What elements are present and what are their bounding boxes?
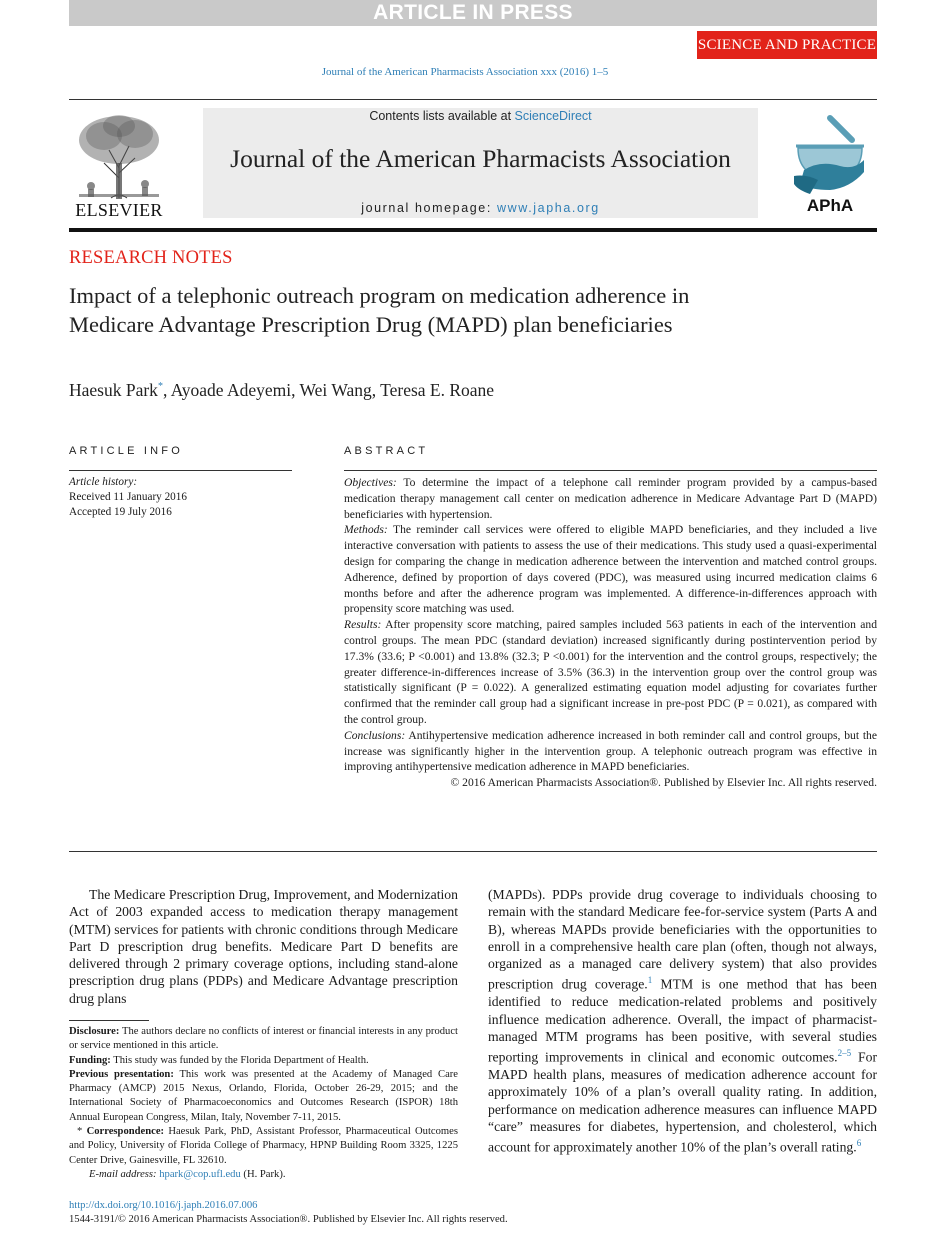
author-rest[interactable]: , Ayoade Adeyemi, Wei Wang, Teresa E. Roane bbox=[162, 380, 495, 400]
article-title: Impact of a telephonic outreach program on medication adherence in Medicare Advantage Prescription Drug (MAPD) plan beneficiaries bbox=[69, 283, 690, 337]
doi-link[interactable]: http://dx.doi.org/10.1016/j.japh.2016.07.006 bbox=[69, 1200, 258, 1211]
author-list bbox=[69, 380, 494, 401]
funding-text: This study was funded by the Florida Department of Health. bbox=[110, 1054, 369, 1066]
footnote-presentation bbox=[69, 1068, 458, 1125]
abstract-bottom-divider bbox=[69, 851, 877, 852]
article-info-heading: ARTICLE INFO bbox=[69, 445, 183, 457]
conclusions-text: Antihypertensive medication adherence increased in both reminder call and control groups, but the increase was significantly higher in the intervention group. A telephonic outreach program was effective in improving antihypertensive medication adherence in MAPD beneficiaries. bbox=[344, 728, 877, 774]
journal-title: Journal of the American Pharmacists Association bbox=[230, 144, 731, 173]
history-label: Article history: bbox=[69, 476, 138, 488]
issn-copyright-line: 1544-3191/© 2016 American Pharmacists Association®. Published by Elsevier Inc. All rights reserved. bbox=[69, 1214, 508, 1225]
methods-label: Methods: bbox=[344, 523, 388, 537]
article-info-divider bbox=[69, 470, 292, 471]
journal-homepage bbox=[203, 201, 758, 215]
presentation-label: Previous presentation: bbox=[69, 1068, 174, 1080]
results-label: Results: bbox=[344, 618, 382, 632]
accepted-date: Accepted 19 July 2016 bbox=[69, 506, 172, 518]
section-badge: SCIENCE AND PRACTICE bbox=[697, 31, 877, 59]
footnote-disclosure bbox=[69, 1025, 458, 1054]
reference-link-2-5[interactable]: 2–5 bbox=[837, 1048, 852, 1059]
abstract-objectives bbox=[344, 475, 877, 522]
abstract-copyright: © 2016 American Pharmacists Association®. Published by Elsevier Inc. All rights reserved. bbox=[450, 776, 877, 790]
body-column-left: The Medicare Prescription Drug, Improvement, and Modernization Act of 2003 expanded access to medication therapy management (MTM) services for patients with chronic conditions through Medicare Part D prescription drug benefits. Medicare Part D benefits are delivered through 2 primary coverage options, including stand-alone prescription drug plans (PDPs) and Medicare Advantage prescription drug plans bbox=[69, 887, 458, 1006]
section-label: RESEARCH NOTES bbox=[69, 248, 233, 268]
received-date: Received 11 January 2016 bbox=[69, 491, 187, 503]
abstract-body bbox=[344, 475, 877, 791]
homepage-link[interactable]: www.japha.org bbox=[497, 201, 600, 215]
journal-citation-link[interactable]: Journal of the American Pharmacists Association xxx (2016) 1–5 bbox=[321, 66, 609, 78]
correspondence-text: Haesuk Park, PhD, Assistant Professor, Pharmaceutical Outcomes and Policy, University of Florida College of Pharmacy, HPNP Building Room 3325, 1225 Center Drive, Gainesville, FL 32610. bbox=[69, 1126, 458, 1166]
abstract-divider bbox=[344, 470, 877, 471]
body-right-part-2: MTM is one method that has been identified to reduce medication-related problems and positively influence medication adherence. Overall, the impact of pharmacist-managed MTM programs has been positive, with several studies reporting improvements in clinical and economic outcomes. bbox=[488, 977, 877, 1065]
disclosure-label: Disclosure: bbox=[69, 1026, 120, 1037]
footnote-funding bbox=[69, 1054, 458, 1068]
apha-wordmark: APhA bbox=[806, 196, 854, 215]
body-column-right bbox=[488, 886, 877, 1156]
objectives-label: Objectives: bbox=[344, 476, 397, 489]
body-right-part-1: (MAPDs). PDPs provide drug coverage to individuals choosing to remain with the standard Medicare fee-for-service system (Parts A and B), whereas MAPDs provide beneficiaries with the opportunities to enroll in a comprehensive health care plan (often, though not always, organized as a managed care delivery system) that also provides prescription drug coverage. bbox=[488, 887, 877, 993]
correspondence-label: Correspondence: bbox=[86, 1126, 165, 1138]
funding-label: Funding: bbox=[69, 1054, 111, 1066]
elsevier-wordmark: ELSEVIER bbox=[75, 200, 163, 220]
contents-line bbox=[203, 109, 758, 123]
email-owner: (H. Park). bbox=[240, 1168, 286, 1180]
abstract-conclusions bbox=[344, 728, 877, 775]
abstract-results bbox=[344, 617, 877, 728]
header-divider-bottom bbox=[69, 228, 877, 232]
article-in-press-banner: ARTICLE IN PRESS bbox=[69, 0, 877, 26]
email-link[interactable]: hpark@cop.ufl.edu bbox=[159, 1168, 241, 1180]
abstract-heading: ABSTRACT bbox=[344, 445, 429, 457]
methods-text: The reminder call services were offered to eligible MAPD beneficiaries, and they included a live interactive conversation with patients to assess the use of their medications. This study used a quasi-experimental design for comparing the change in medication adherence between the intervention and matched control groups. Adherence, defined by proportion of days covered (PDC), was measured using incurred medication claims 6 months before and after the adherence program was implemented. A difference-in-differences approach with propensity score matching was used. bbox=[344, 523, 877, 616]
objectives-text: To determine the impact of a telephone call reminder program provided by a campus-based medication therapy management call center on medication adherence in Medicare Advantage Part D (MAPD) beneficiaries with hypertension. bbox=[344, 476, 877, 521]
footnote-correspondence bbox=[69, 1125, 458, 1168]
footnotes bbox=[69, 1025, 458, 1182]
article-history bbox=[69, 475, 187, 520]
conclusions-label: Conclusions: bbox=[344, 728, 406, 742]
reference-link-1[interactable]: 1 bbox=[647, 975, 653, 986]
abstract-methods bbox=[344, 522, 877, 617]
disclosure-text: The authors declare no conflicts of interest or financial interests in any product or service mentioned in this article. bbox=[69, 1026, 458, 1052]
corresponding-author-mark[interactable]: * bbox=[157, 381, 163, 393]
sciencedirect-link[interactable]: ScienceDirect bbox=[514, 109, 592, 123]
email-label: E-mail address: bbox=[89, 1168, 157, 1180]
homepage-prefix: journal homepage: bbox=[361, 201, 498, 215]
body-right-part-3: For MAPD health plans, measures of medication adherence account for approximately 10% of a plan’s overall quality rating. In addition, performance on medication adherence measures can influence MAPD “care” measures for diabetes, hypertension, and cholesterol, which account for approximately another 10% of the plan’s overall rating. bbox=[488, 1049, 877, 1155]
header-divider-top bbox=[69, 99, 877, 100]
footnote-email bbox=[69, 1168, 458, 1182]
correspondence-mark: * bbox=[77, 1126, 87, 1138]
results-text: After propensity score matching, paired samples included 563 patients in each of the intervention and control groups. The mean PDC (standard deviation) increased significantly during postintervention period by 17.3% (33.6; P <0.001) and 13.8% (32.3; P <0.001) for the intervention and the control groups, respectively; the greater difference-in-differences increase of 3.5% (36.3) in the intervention group over the control group was statistically significant (P = 0.022). A generalized estimating equation model adjusting for covariates further confirmed that the reminder call group had a significant increase in pre-post PDC (P = 0.021), as compared with the control group. bbox=[344, 618, 877, 726]
author-first[interactable]: Haesuk Park bbox=[69, 380, 158, 400]
reference-link-6[interactable]: 6 bbox=[856, 1138, 862, 1149]
contents-prefix: Contents lists available at bbox=[369, 109, 515, 123]
apha-mortar-pestle-logo bbox=[790, 110, 870, 200]
footnote-divider bbox=[69, 1020, 149, 1021]
presentation-text: This work was presented at the Academy of Managed Care Pharmacy (AMCP) 2015 Nexus, Orlando, Florida, October 26-29, 2015; and the International Society of Pharmacoeconomics and Outcomes Research (ISPOR) 18th Annual European Congress, Milan, Italy, November 7-11, 2015. bbox=[69, 1068, 459, 1123]
